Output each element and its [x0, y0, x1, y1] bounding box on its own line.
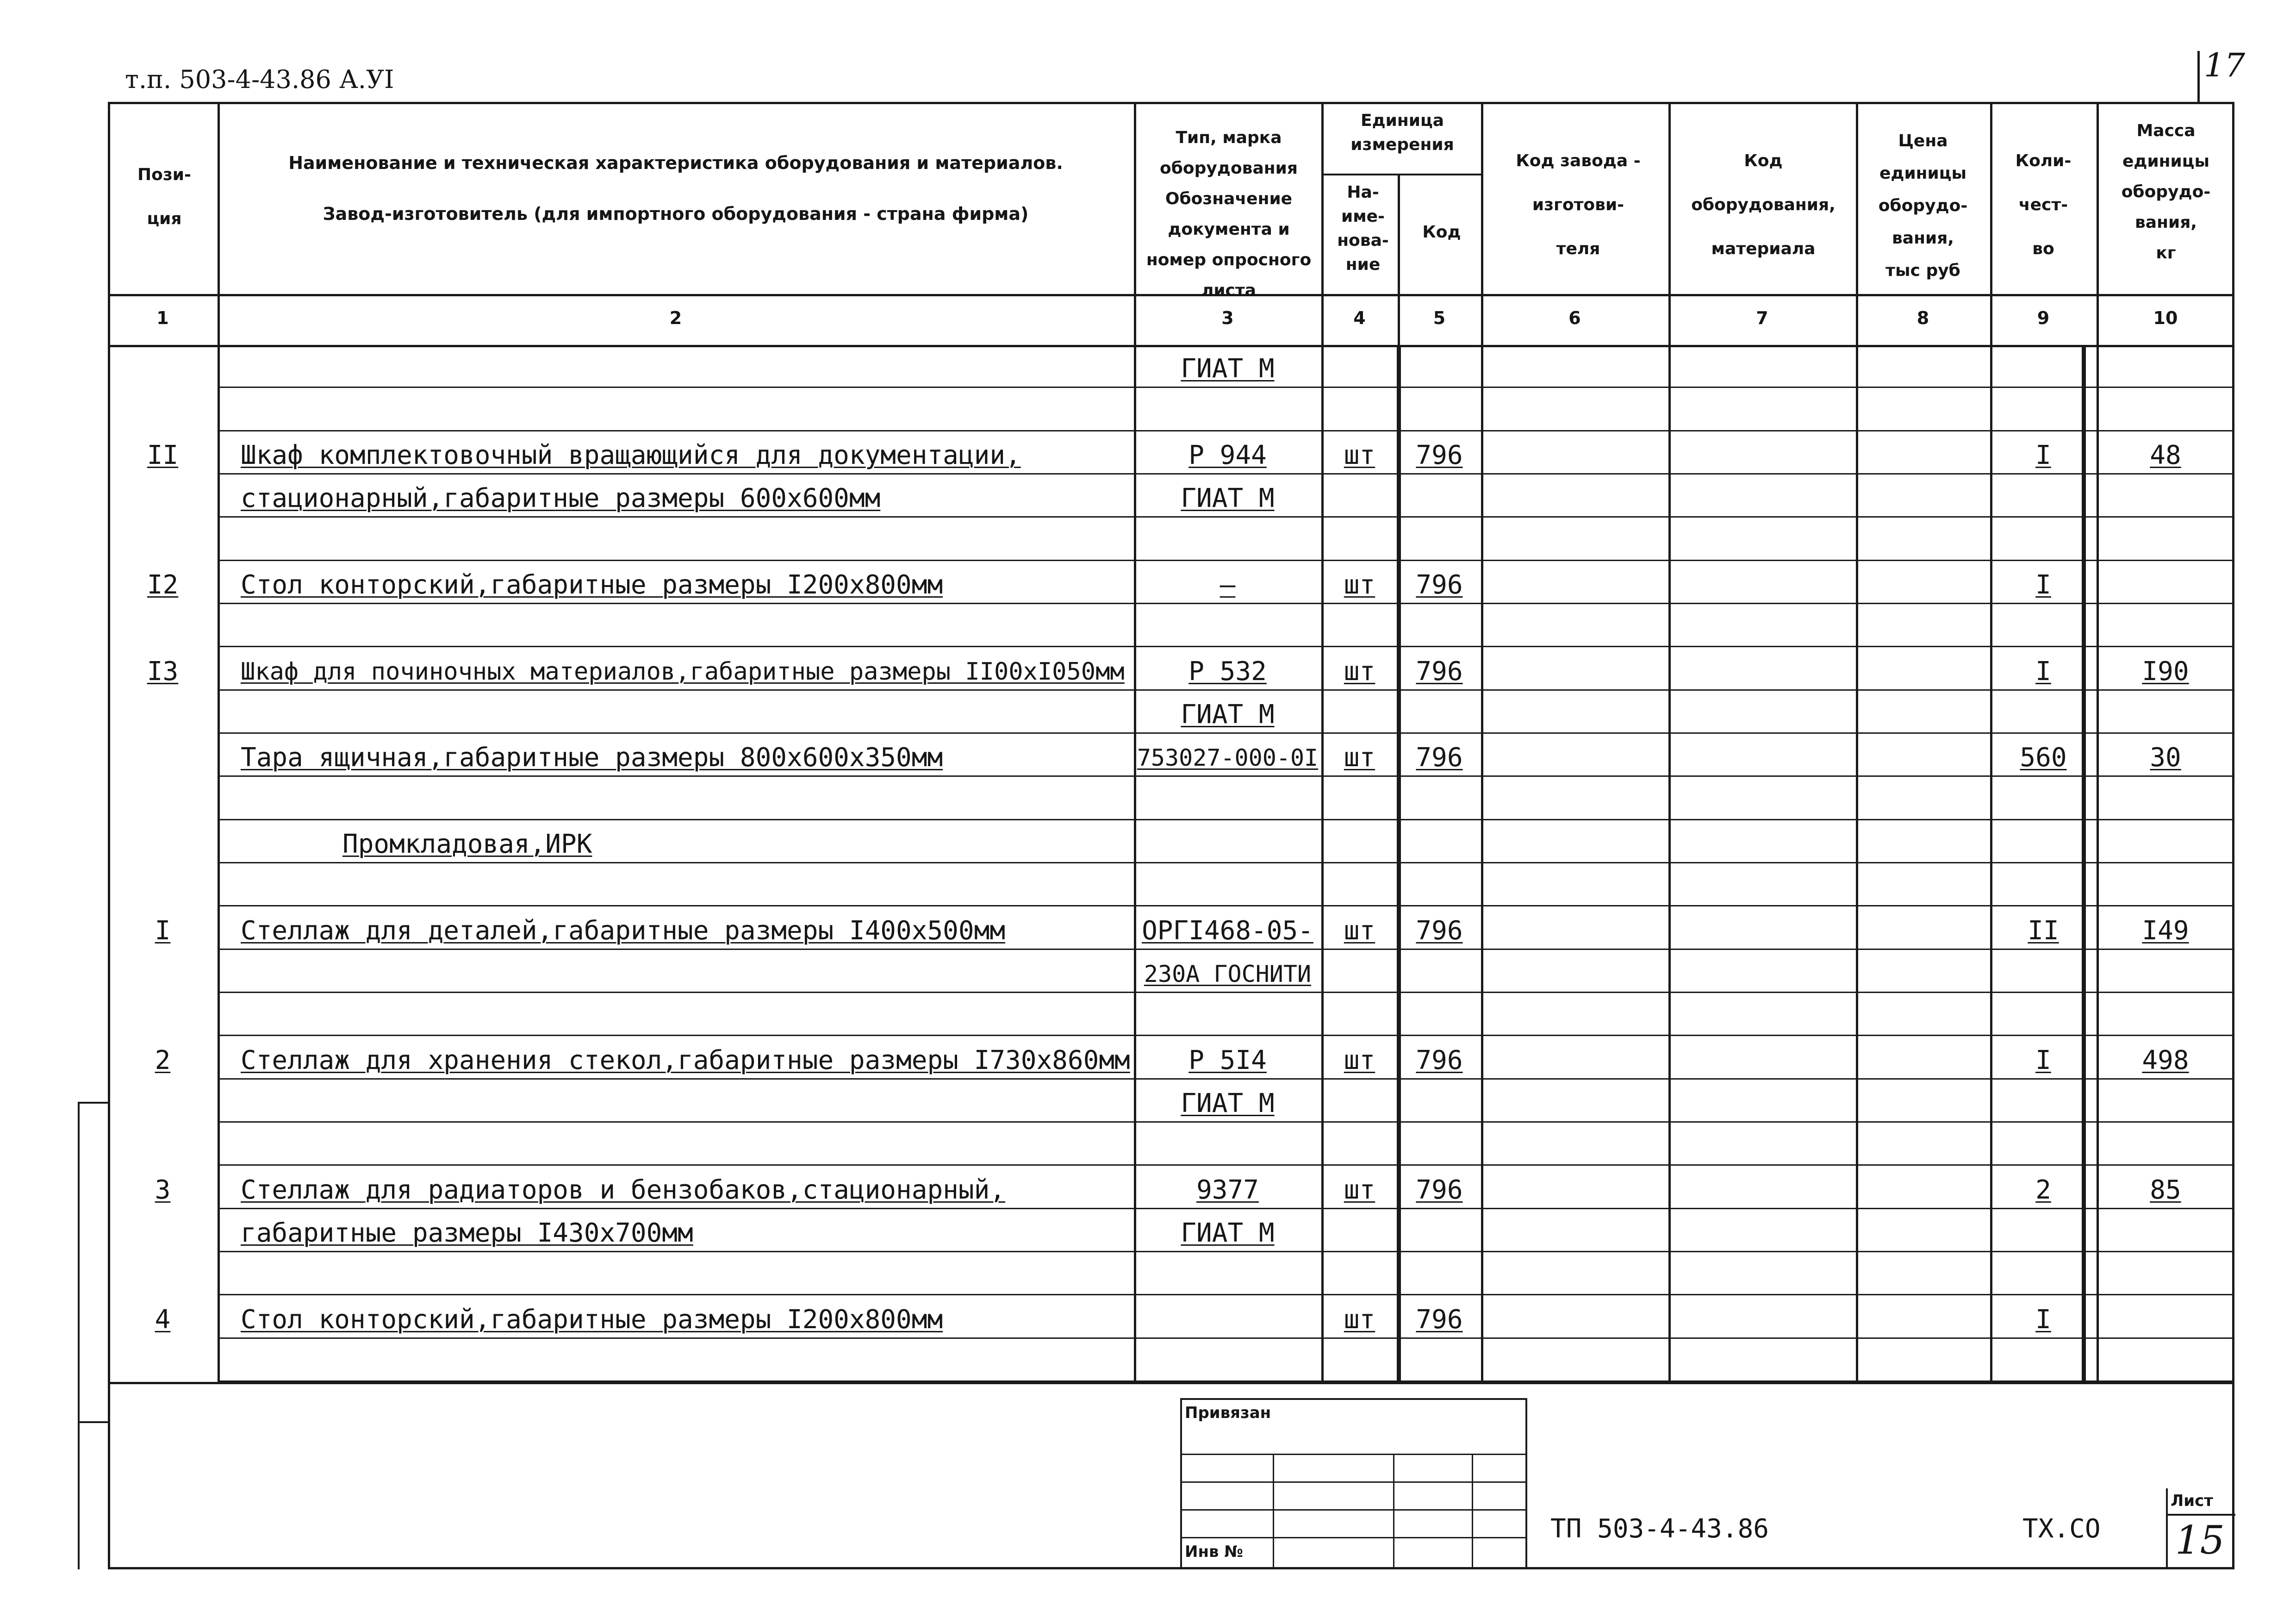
row-line [218, 949, 2234, 950]
cell-name: Шкаф комплектовочный вращающийся для документации, [241, 440, 1021, 470]
cell-name: стационарный,габаритные размеры 600х600мм [241, 483, 881, 514]
thick-divider [1397, 345, 1401, 1384]
cell-quantity: I [2035, 440, 2051, 470]
cell-position: 4 [155, 1304, 171, 1335]
row-line [218, 732, 2234, 734]
cell-unit: шт [1344, 1045, 1375, 1075]
cell-name: Тара ящичная,габаритные размеры 800х600х350мм [241, 743, 943, 773]
column-number: 9 [2037, 308, 2050, 328]
cell-unit: шт [1344, 656, 1375, 687]
row-line [218, 603, 2234, 604]
row-line [218, 905, 2234, 906]
handwritten-page-number: 17 [2204, 46, 2246, 84]
cell-name: Стол конторский,габаритные размеры I200х800мм [241, 1304, 943, 1335]
header-col4: На- име- нова- ние [1337, 183, 1389, 274]
row-line [218, 992, 2234, 993]
column-number: 8 [1916, 308, 1929, 328]
row-line [218, 862, 2234, 863]
header-col6: Код завода - изготови- теля [1516, 151, 1641, 258]
header-col3: Тип, марка оборудования Обозначение документа и номер опросного листа [1146, 128, 1312, 300]
cell-mass: 48 [2150, 440, 2181, 470]
cell-type: Р 5I4 [1188, 1045, 1267, 1075]
cell-unit: шт [1344, 915, 1375, 946]
cell-position: II [147, 440, 179, 470]
cell-position: I3 [147, 656, 179, 687]
cell-type: Р 532 [1188, 656, 1267, 687]
row-line [218, 1035, 2234, 1036]
row-line [218, 1380, 2234, 1382]
body-bottom-line [108, 1382, 2234, 1384]
column-number: 5 [1433, 308, 1446, 328]
cell-mass: 30 [2150, 743, 2181, 773]
cell-code: 796 [1416, 915, 1463, 946]
cell-quantity: I [2035, 1045, 2051, 1075]
cell-quantity: II [2028, 915, 2059, 946]
row-line [218, 1337, 2234, 1339]
cell-mass: I49 [2142, 915, 2189, 946]
column-number: 1 [156, 308, 169, 328]
cell-name: Стеллаж для хранения стекол,габаритные размеры I730х860мм [241, 1045, 1130, 1075]
header-col2-line1: Наименование и техническая характеристика оборудования и материалов. [288, 153, 1063, 173]
cell-code: 796 [1416, 1304, 1463, 1335]
row-line [218, 516, 2234, 518]
stamp-list-label: Лист [2171, 1492, 2213, 1510]
cell-name: Промкладовая,ИРК [342, 829, 592, 859]
column-number: 10 [2153, 308, 2178, 328]
colnum-bottom-line [108, 345, 2234, 347]
column-number: 6 [1568, 308, 1581, 328]
cell-name: Стеллаж для радиаторов и бензобаков,стационарный, [241, 1174, 1006, 1205]
unit-header-divider [1321, 174, 1481, 175]
cell-mass: I90 [2142, 656, 2189, 687]
row-line [218, 1078, 2234, 1080]
thick-divider [2082, 345, 2086, 1384]
header-col9: Коли- чест- во [2015, 151, 2072, 258]
cell-type: 753027-000-0I [1137, 744, 1319, 772]
cell-position: I [155, 915, 171, 946]
row-line [218, 1208, 2234, 1209]
row-line [218, 775, 2234, 777]
stamp-privyazan: Привязан [1185, 1404, 1271, 1422]
cell-quantity: 2 [2035, 1174, 2051, 1205]
cell-type: ГИАТ М [1181, 700, 1275, 730]
row-line [218, 473, 2234, 475]
header-col7: Код оборудования, материала [1691, 151, 1836, 258]
cell-unit: шт [1344, 440, 1375, 470]
cell-name: Шкаф для починочных материалов,габаритные размеры II00хI050мм [241, 657, 1125, 686]
row-line [218, 1164, 2234, 1166]
row-line [218, 1294, 2234, 1295]
cell-code: 796 [1416, 1045, 1463, 1075]
cell-mass: 498 [2142, 1045, 2189, 1075]
cell-unit: шт [1344, 1174, 1375, 1205]
header-col1: Пози- ция [137, 165, 191, 228]
cell-code: 796 [1416, 440, 1463, 470]
cell-quantity: I [2035, 656, 2051, 687]
row-line [218, 819, 2234, 820]
cell-code: 796 [1416, 570, 1463, 600]
cell-type: 9377 [1196, 1174, 1259, 1205]
cell-type: ГИАТ М [1181, 1088, 1275, 1118]
cell-name: Стол конторский,габаритные размеры I200х800мм [241, 570, 943, 600]
cell-quantity: I [2035, 1304, 2051, 1335]
column-number: 7 [1756, 308, 1768, 328]
cell-type: ОРГI468-05- [1142, 915, 1313, 946]
cell-type: ГИАТ М [1181, 354, 1275, 384]
cell-type: ГИАТ М [1181, 483, 1275, 514]
cell-quantity: I [2035, 570, 2051, 600]
row-line [218, 689, 2234, 691]
stamp-sheet-code: ТХ.СО [2022, 1514, 2101, 1544]
cell-code: 796 [1416, 1174, 1463, 1205]
header-unit: Единица измерения [1350, 111, 1454, 154]
cell-name: габаритные размеры I430х700мм [241, 1218, 693, 1248]
cell-code: 796 [1416, 656, 1463, 687]
cell-mass: 85 [2150, 1174, 2181, 1205]
header-col10: Масса единицы оборудо- вания, кг [2121, 121, 2211, 262]
row-line [218, 560, 2234, 561]
row-line [218, 1251, 2234, 1252]
column-number: 3 [1221, 308, 1234, 328]
stamp-inv-no: Инв № [1185, 1543, 1244, 1561]
stamp-list-number: 15 [2175, 1518, 2225, 1563]
cell-type: Р 944 [1188, 440, 1267, 470]
cell-position: 3 [155, 1174, 171, 1205]
column-number: 4 [1353, 308, 1366, 328]
cell-unit: шт [1344, 570, 1375, 600]
cell-position: 2 [155, 1045, 171, 1075]
column-number: 2 [669, 308, 682, 328]
header-col8: Цена единицы оборудо- вания, тыс руб [1878, 131, 1968, 280]
cell-type: ГИАТ М [1181, 1218, 1275, 1248]
cell-type: — [1220, 570, 1236, 600]
cell-quantity: 560 [2020, 743, 2067, 773]
row-line [218, 387, 2234, 388]
cell-type: 230А ГОСНИТИ [1144, 961, 1312, 987]
cell-position: I2 [147, 570, 179, 600]
cell-name: Стеллаж для деталей,габаритные размеры I400х500мм [241, 915, 1006, 946]
doc-code: т.п. 503-4-43.86 А.УI [125, 65, 394, 94]
cell-unit: шт [1344, 1304, 1375, 1335]
row-line [218, 646, 2234, 647]
header-col2-line2: Завод-изготовитель (для импортного оборудования - страна фирма) [323, 204, 1029, 224]
stamp-designation: ТП 503-4-43.86 [1550, 1514, 1769, 1544]
header-col5: Код [1422, 223, 1461, 242]
row-line [218, 1121, 2234, 1123]
cell-unit: шт [1344, 743, 1375, 773]
row-line [218, 430, 2234, 431]
cell-code: 796 [1416, 743, 1463, 773]
